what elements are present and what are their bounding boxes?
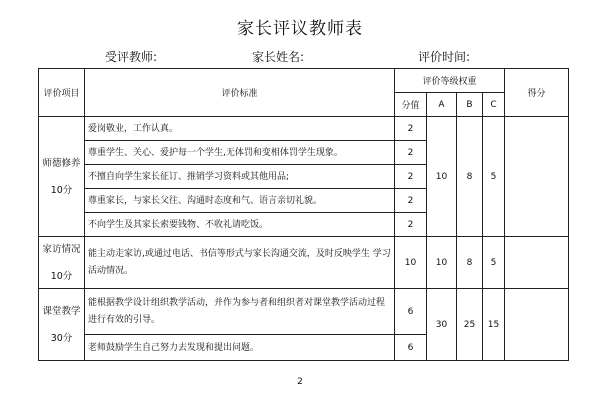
- criterion-points: 2: [395, 165, 427, 189]
- evaluation-time-label: 评价时间:: [418, 50, 471, 64]
- weight-c: 15: [483, 289, 505, 361]
- parent-name-label: 家长姓名:: [252, 50, 305, 64]
- category-name: 家访情况: [42, 243, 81, 255]
- criterion-points: 6: [395, 335, 427, 361]
- header-standard: 评价标准: [85, 69, 395, 117]
- weight-b: 25: [457, 289, 483, 361]
- category-name: 师德修养: [42, 157, 81, 169]
- category-cell: [39, 117, 85, 237]
- weight-c: 5: [483, 117, 505, 237]
- criterion-text: 能根据教学设计组织教学活动，并作为参与者和组织者对课堂教学活动过程进行有效的引导。: [85, 289, 395, 335]
- table-row: [39, 289, 569, 335]
- category-cell: [39, 237, 85, 289]
- score-cell[interactable]: [505, 117, 569, 237]
- category-points: 30分: [50, 332, 73, 344]
- score-cell[interactable]: [505, 237, 569, 289]
- weight-b: 8: [457, 117, 483, 237]
- criterion-text: 能主动走家访,或通过电话、书信等形式与家长沟通交流，及时反映学生 学习活动情况。: [85, 237, 395, 289]
- criterion-text: 爱岗敬业，工作认真。: [85, 117, 395, 141]
- category-points: 10分: [50, 184, 73, 196]
- weight-a: 30: [427, 289, 457, 361]
- teacher-label: 受评教师:: [105, 50, 158, 64]
- page-title: 家长评议教师表: [237, 19, 363, 39]
- criterion-points: 2: [395, 213, 427, 237]
- header-grade-a: A: [427, 93, 457, 117]
- score-cell[interactable]: [505, 289, 569, 361]
- header-item: 评价项目: [39, 69, 85, 117]
- criterion-points: 2: [395, 117, 427, 141]
- table-row: [39, 237, 569, 289]
- header-grade-c: C: [483, 93, 505, 117]
- table-row: [39, 117, 569, 141]
- page-number: 2: [297, 377, 303, 387]
- criterion-points: 2: [395, 189, 427, 213]
- weight-b: 8: [457, 237, 483, 289]
- category-cell: [39, 289, 85, 361]
- criterion-points: 2: [395, 141, 427, 165]
- criterion-points: 6: [395, 289, 427, 335]
- criterion-text: 不擅自向学生家长征订、推销学习资料或其他用品;: [85, 165, 395, 189]
- criterion-text: 不向学生及其家长索要钱物、不收礼请吃饭。: [85, 213, 395, 237]
- criterion-text: 老师鼓励学生自己努力去发现和提出问题。: [85, 335, 395, 361]
- header-score: 得分: [505, 69, 569, 117]
- category-points: 10分: [50, 270, 73, 282]
- criterion-points: 10: [395, 237, 427, 289]
- evaluation-table: [38, 68, 569, 361]
- criterion-text: 尊重家长，与家长父往、沟通时态度和气、语言亲切礼貌。: [85, 189, 395, 213]
- weight-c: 5: [483, 237, 505, 289]
- criterion-text: 尊重学生、关心、爱护每一个学生,无体罚和变相体罚学生现象。: [85, 141, 395, 165]
- header-weight: 评价等级权重: [395, 69, 505, 93]
- weight-a: 10: [427, 117, 457, 237]
- weight-a: 10: [427, 237, 457, 289]
- header-points: 分值: [395, 93, 427, 117]
- header-grade-b: B: [457, 93, 483, 117]
- category-name: 课堂教学: [42, 305, 81, 317]
